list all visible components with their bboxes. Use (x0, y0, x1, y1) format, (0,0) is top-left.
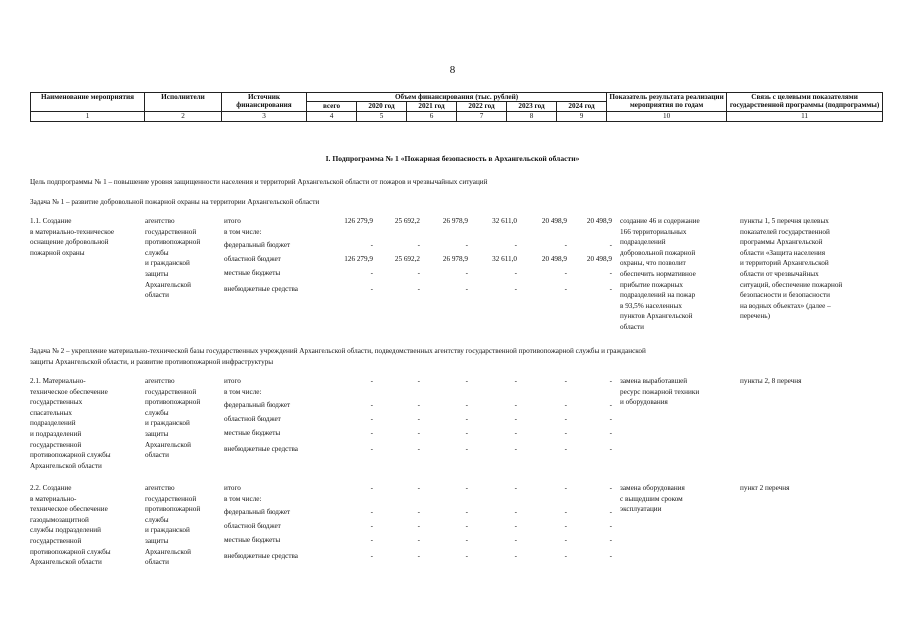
funding-value: - (417, 241, 420, 249)
funding-value: - (417, 484, 420, 492)
funding-source: в том числе: (224, 228, 262, 236)
column-number: 4 (307, 111, 357, 121)
measure-name-line: и подразделений (30, 430, 82, 438)
funding-value: - (370, 484, 373, 492)
executor-line: государственной (145, 387, 197, 396)
executor-line: области (145, 451, 170, 460)
funding-value: - (370, 445, 373, 453)
funding-source: областной бюджет (224, 255, 281, 263)
indicator-line: замена оборудования (620, 484, 685, 492)
column-number: 11 (727, 111, 883, 121)
header-year: 2023 год (507, 102, 557, 111)
page-number: 8 (449, 64, 456, 76)
indicator-line: прибытие пожарных (620, 280, 684, 289)
funding-source: областной бюджет (224, 522, 281, 530)
header-volume: Объем финансирования (тыс. рублей) (307, 93, 607, 102)
funding-value: - (370, 429, 373, 437)
funding-value: - (465, 377, 468, 385)
funding-value: 20 498,9 (541, 255, 567, 263)
executor-line: Архангельской (145, 547, 191, 556)
funding-value: - (514, 536, 517, 544)
measure-name-line: противопожарной службы (30, 547, 111, 556)
funding-value: - (370, 241, 373, 249)
executor-line: и гражданской (145, 259, 190, 268)
funding-value: 126 279,9 (344, 255, 373, 263)
funding-value: - (370, 536, 373, 544)
section-title: I. Подпрограмма № 1 «Пожарная безопасность в Архангельской области» (325, 154, 580, 163)
target-link-line: программы Архангельской (740, 238, 823, 247)
indicator-line: создание 46 и содержание (620, 217, 700, 225)
column-number: 1 (31, 111, 145, 121)
executor-line: агентство (145, 377, 175, 385)
funding-value: - (514, 522, 517, 530)
funding-value: - (564, 241, 567, 249)
column-number: 10 (607, 111, 727, 121)
funding-value: 20 498,9 (586, 217, 612, 225)
funding-value: - (564, 508, 567, 516)
funding-value: - (609, 269, 612, 277)
column-number: 5 (357, 111, 407, 121)
funding-value: - (609, 377, 612, 385)
target-link-line: безопасности и безопасности (740, 291, 830, 300)
target-link-line: области «Защита населения (740, 248, 826, 257)
funding-value: - (370, 285, 373, 293)
column-number: 3 (222, 111, 307, 121)
target-link-line: и территорий Архангельской (740, 259, 829, 268)
funding-source: внебюджетные средства (224, 552, 298, 560)
measure-name-line: техническое обеспечение (30, 387, 108, 396)
executor-line: области (145, 291, 170, 300)
target-link-line: показателей государственной (740, 227, 830, 236)
funding-value: - (564, 285, 567, 293)
executor-line: агентство (145, 217, 175, 225)
executor-line: и гражданской (145, 419, 190, 428)
funding-value: - (514, 377, 517, 385)
funding-value: - (609, 429, 612, 437)
funding-value: - (609, 508, 612, 516)
header-year: 2021 год (407, 102, 457, 111)
funding-value: - (417, 285, 420, 293)
header-year: 2024 год (557, 102, 607, 111)
funding-value: - (514, 429, 517, 437)
task-2-line-2: защиты Архангельской области, и развитие противопожарной инфраструктуры (30, 358, 274, 366)
indicator-line: замена выработавшей (620, 377, 688, 385)
funding-value: - (370, 522, 373, 530)
funding-value: 26 978,9 (442, 217, 468, 225)
funding-value: - (564, 552, 567, 560)
funding-value: - (370, 401, 373, 409)
funding-value: - (465, 429, 468, 437)
funding-value: - (465, 269, 468, 277)
indicator-line: с выщедшим сроком (620, 494, 683, 503)
measure-name-line: государственных (30, 398, 83, 407)
executor-line: службы (145, 408, 169, 417)
indicator-line: охраны, что позволит (620, 259, 686, 268)
funding-value: - (417, 445, 420, 453)
header-year: 2020 год (357, 102, 407, 111)
funding-value: - (514, 415, 517, 423)
executor-line: защиты (145, 537, 169, 545)
funding-value: - (564, 484, 567, 492)
funding-value: - (564, 429, 567, 437)
measure-name-line: спасательных (30, 408, 72, 417)
funding-value: - (417, 429, 420, 437)
executor-line: защиты (145, 270, 169, 278)
funding-value: - (564, 401, 567, 409)
measure-name-line: техническое обеспечение (30, 505, 108, 514)
measure-name-line: Архангельской области (30, 558, 102, 567)
funding-value: - (609, 522, 612, 530)
column-number: 2 (145, 111, 222, 121)
funding-value: - (609, 401, 612, 409)
task-2-line-1: Задача № 2 – укрепление материально-технической базы государственных учреждений Архангельской области, подведомственных агентству государственной противопожарной службы и гражданской (30, 347, 646, 355)
column-number: 9 (557, 111, 607, 121)
funding-value: - (417, 536, 420, 544)
funding-value: - (465, 484, 468, 492)
target-link-line: пункты 1, 5 перечня целевых (740, 217, 829, 225)
indicator-line: подразделений на пожар (620, 291, 696, 300)
measure-name-line: 2.2. Создание (30, 484, 72, 492)
measure-name-line: Архангельской области (30, 461, 102, 470)
measure-name-line: 1.1. Создание (30, 217, 72, 225)
funding-value: - (514, 552, 517, 560)
funding-value: - (417, 552, 420, 560)
funding-value: - (564, 536, 567, 544)
header-source: Источник финансирования (222, 93, 307, 112)
executor-line: области (145, 558, 170, 567)
funding-source: местные бюджеты (224, 536, 281, 544)
measure-name-line: государственной (30, 537, 82, 545)
indicator-line: ресурс пожарной техники (620, 387, 700, 396)
funding-value: - (609, 536, 612, 544)
indicator-line: пунктов Архангельской (620, 312, 693, 321)
measure-name-line: газодымозащитной (30, 515, 89, 524)
funding-value: - (564, 522, 567, 530)
funding-source: внебюджетные средства (224, 285, 298, 293)
funding-value: - (417, 269, 420, 277)
executor-line: Архангельской (145, 440, 191, 449)
funding-value: - (417, 401, 420, 409)
funding-value: 32 611,0 (492, 255, 517, 263)
funding-source: в том числе: (224, 388, 262, 396)
task-1: Задача № 1 – развитие добровольной пожарной охраны на территории Архангельской области (30, 198, 320, 206)
header-link: Связь с целевыми показателями государственной программы (подпрограммы) (727, 93, 883, 112)
funding-value: - (370, 269, 373, 277)
column-number: 6 (407, 111, 457, 121)
header-indicator: Показатель результата реализации мероприятия по годам (607, 93, 727, 112)
column-number: 7 (457, 111, 507, 121)
financing-table-header (30, 92, 883, 122)
funding-value: - (609, 445, 612, 453)
measure-name-line: в материально- (30, 494, 77, 503)
header-name: Наименование мероприятия (31, 93, 145, 112)
funding-value: - (465, 522, 468, 530)
funding-source: итого (224, 377, 241, 385)
target-link-line: ситуаций, обеспечение пожарной (740, 280, 843, 289)
executor-line: и гражданской (145, 526, 190, 535)
funding-value: - (465, 415, 468, 423)
funding-value: - (370, 508, 373, 516)
funding-value: - (465, 241, 468, 249)
funding-value: - (609, 484, 612, 492)
funding-value: 25 692,2 (394, 255, 420, 263)
funding-value: - (465, 401, 468, 409)
executor-line: защиты (145, 430, 169, 438)
measure-name-line: подразделений (30, 419, 76, 428)
executor-line: службы (145, 248, 169, 257)
header-executors: Исполнители (145, 93, 222, 112)
funding-value: - (609, 552, 612, 560)
funding-value: - (564, 269, 567, 277)
funding-source: федеральный бюджет (224, 401, 291, 409)
indicator-line: добровольной пожарной (620, 248, 696, 257)
header-year: 2022 год (457, 102, 507, 111)
measure-name-line: государственной (30, 440, 82, 449)
measure-name-line: службы подразделений (30, 526, 101, 535)
funding-value: 20 498,9 (541, 217, 567, 225)
funding-value: - (609, 285, 612, 293)
funding-source: федеральный бюджет (224, 508, 291, 516)
executor-line: противопожарной (145, 505, 201, 514)
indicator-line: 166 территориальных (620, 227, 687, 236)
funding-value: - (465, 445, 468, 453)
funding-value: - (370, 377, 373, 385)
funding-value: - (465, 552, 468, 560)
funding-value: 26 978,9 (442, 255, 468, 263)
subprogram-goal: Цель подпрограммы № 1 – повышение уровня защищенности населения и территорий Архангельской области от пожаров и чрезвычайных ситуаций (30, 178, 488, 186)
funding-value: - (465, 285, 468, 293)
indicator-line: эксплуатации (620, 505, 662, 514)
executor-line: противопожарной (145, 238, 201, 247)
funding-value: 126 279,9 (344, 217, 373, 225)
funding-value: - (514, 241, 517, 249)
funding-source: внебюджетные средства (224, 445, 298, 453)
funding-value: - (564, 445, 567, 453)
funding-value: 25 692,2 (394, 217, 420, 225)
indicator-line: в 93,5% населенных (620, 301, 682, 310)
funding-source: местные бюджеты (224, 269, 281, 277)
measure-name-line: оснащение добровольной (30, 238, 109, 247)
funding-value: - (564, 415, 567, 423)
column-number: 8 (507, 111, 557, 121)
funding-value: - (370, 552, 373, 560)
indicator-line: и оборудования (620, 398, 668, 407)
target-link-line: пункты 2, 8 перечня (740, 377, 802, 385)
funding-value: - (609, 241, 612, 249)
funding-source: в том числе: (224, 495, 262, 503)
funding-value: - (514, 401, 517, 409)
funding-value: 32 611,0 (492, 217, 517, 225)
funding-source: итого (224, 484, 241, 492)
funding-value: - (417, 508, 420, 516)
measure-name-line: пожарной охраны (30, 248, 85, 257)
target-link-line: пункт 2 перечня (740, 484, 790, 492)
executor-line: противопожарной (145, 398, 201, 407)
funding-value: - (514, 269, 517, 277)
funding-source: федеральный бюджет (224, 241, 291, 249)
executor-line: агентство (145, 484, 175, 492)
funding-source: местные бюджеты (224, 429, 281, 437)
funding-source: областной бюджет (224, 415, 281, 423)
indicator-line: обеспечить нормативное (620, 270, 696, 278)
funding-value: - (514, 445, 517, 453)
funding-value: - (417, 522, 420, 530)
indicator-line: подразделений (620, 238, 666, 247)
funding-value: - (465, 508, 468, 516)
executor-line: государственной (145, 494, 197, 503)
header-total: всего (307, 102, 357, 111)
executor-line: службы (145, 515, 169, 524)
funding-source: итого (224, 217, 241, 225)
funding-value: 20 498,9 (586, 255, 612, 263)
funding-value: - (609, 415, 612, 423)
target-link-line: на водных объектах» (далее – (740, 301, 831, 310)
funding-value: - (514, 285, 517, 293)
measure-name-line: в материально-техническое (30, 227, 115, 236)
funding-value: - (514, 508, 517, 516)
target-link-line: перечень) (740, 312, 770, 321)
executor-line: государственной (145, 227, 197, 236)
funding-value: - (370, 415, 373, 423)
funding-value: - (417, 415, 420, 423)
funding-value: - (564, 377, 567, 385)
funding-value: - (514, 484, 517, 492)
executor-line: Архангельской (145, 280, 191, 289)
indicator-line: области (620, 323, 645, 331)
target-link-line: области от чрезвычайных (740, 270, 819, 278)
measure-name-line: 2.1. Материально- (30, 377, 86, 385)
measure-name-line: противопожарной службы (30, 451, 111, 460)
funding-value: - (417, 377, 420, 385)
funding-value: - (465, 536, 468, 544)
